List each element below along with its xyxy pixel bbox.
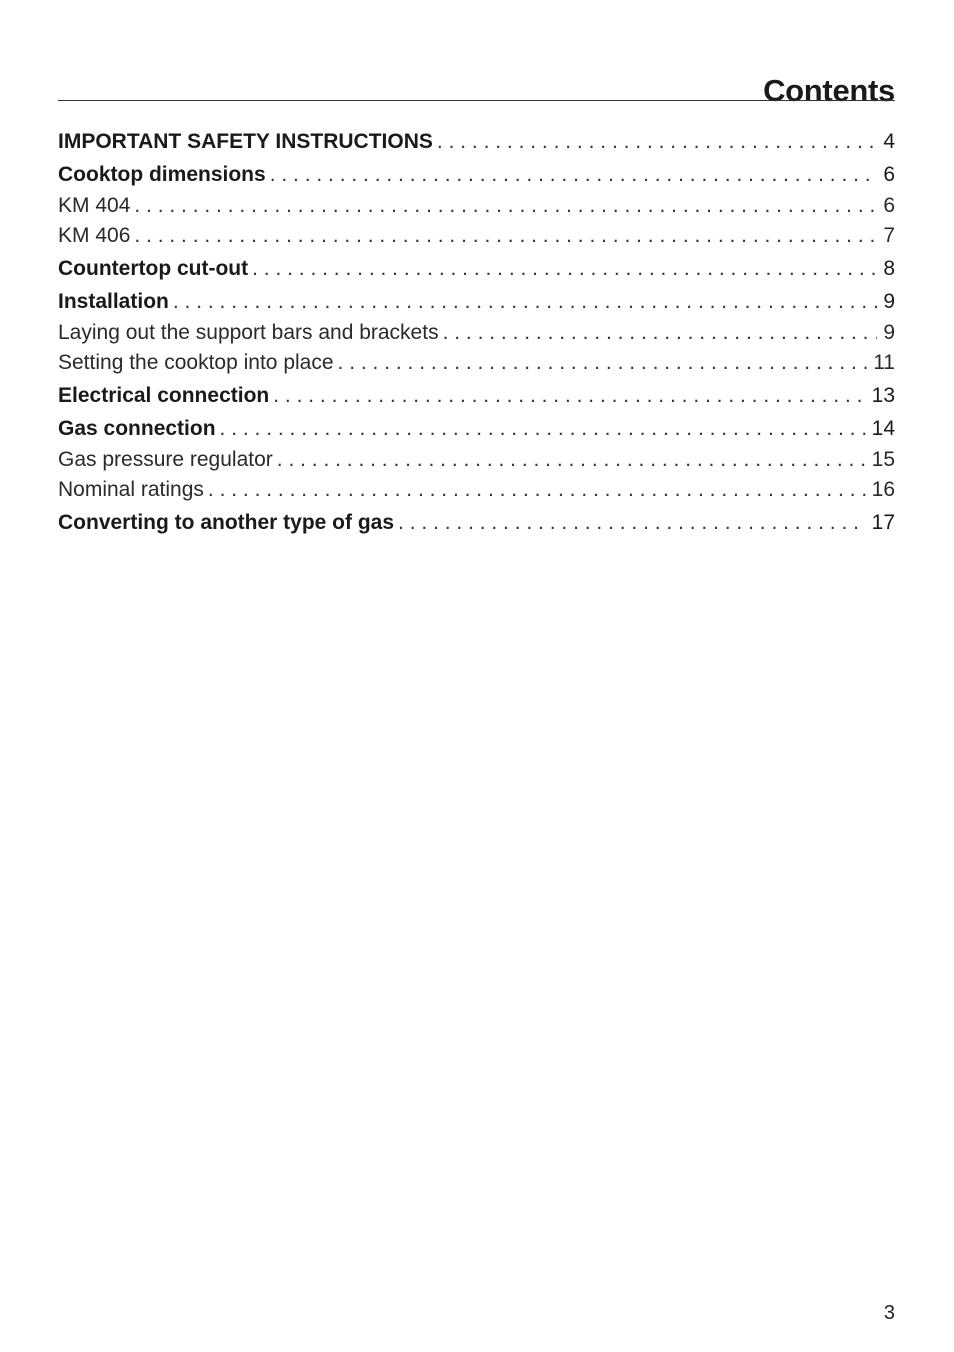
dot-leader [248,254,877,284]
toc-entry-label: KM 406 [58,224,131,247]
toc-entry-electrical-connection[interactable] [58,381,895,411]
toc-entry-km-406[interactable] [58,221,895,251]
table-of-contents [58,127,895,539]
toc-entry-page: 9 [883,321,895,344]
toc-entry-label: KM 404 [58,194,131,217]
toc-entry-cooktop-dimensions[interactable] [58,160,895,190]
page-title: Contents [763,72,895,108]
toc-entry-page: 15 [871,448,895,471]
page-number: 3 [883,1302,895,1324]
dot-leader [266,160,878,190]
toc-entry-page: 4 [883,130,895,153]
toc-entry-page: 11 [873,351,895,374]
toc-entry-label: IMPORTANT SAFETY INSTRUCTIONS [58,130,433,153]
toc-entry-page: 13 [871,384,895,407]
toc-entry-gas-connection[interactable] [58,414,895,444]
dot-leader [439,318,878,348]
dot-leader [130,221,877,251]
toc-entry-page: 6 [883,194,895,217]
toc-entry-gas-pressure-regulator[interactable] [58,445,895,475]
toc-entry-label: Laying out the support bars and brackets [58,321,439,344]
toc-entry-label: Setting the cooktop into place [58,351,334,374]
toc-entry-label: Installation [58,290,169,313]
toc-entry-safety-instructions[interactable] [58,127,895,157]
dot-leader [269,381,865,411]
toc-entry-installation[interactable] [58,287,895,317]
dot-leader [273,445,866,475]
toc-entry-label: Countertop cut-out [58,257,249,280]
toc-entry-label: Nominal ratings [58,478,204,501]
dot-leader [394,508,866,538]
toc-entry-page: 7 [883,224,895,247]
toc-entry-page: 14 [871,417,895,440]
toc-entry-setting-cooktop[interactable] [58,348,895,378]
toc-entry-label: Gas pressure regulator [58,448,273,471]
toc-entry-page: 16 [871,478,895,501]
toc-entry-label: Gas connection [58,417,216,440]
dot-leader [433,127,877,157]
toc-entry-label: Cooktop dimensions [58,163,266,186]
toc-entry-nominal-ratings[interactable] [58,475,895,505]
dot-leader [334,348,868,378]
toc-entry-converting-gas[interactable] [58,508,895,538]
dot-leader [204,475,866,505]
toc-entry-page: 6 [883,163,895,186]
toc-entry-countertop-cut-out[interactable] [58,254,895,284]
dot-leader [216,414,866,444]
title-divider [58,100,895,101]
toc-entry-page: 9 [883,290,895,313]
dot-leader [130,191,877,221]
toc-entry-support-bars[interactable] [58,318,895,348]
dot-leader [169,287,877,317]
toc-entry-page: 17 [871,511,895,534]
toc-entry-label: Electrical connection [58,384,270,407]
toc-entry-page: 8 [883,257,895,280]
toc-entry-label: Converting to another type of gas [58,511,395,534]
toc-entry-km-404[interactable] [58,191,895,221]
